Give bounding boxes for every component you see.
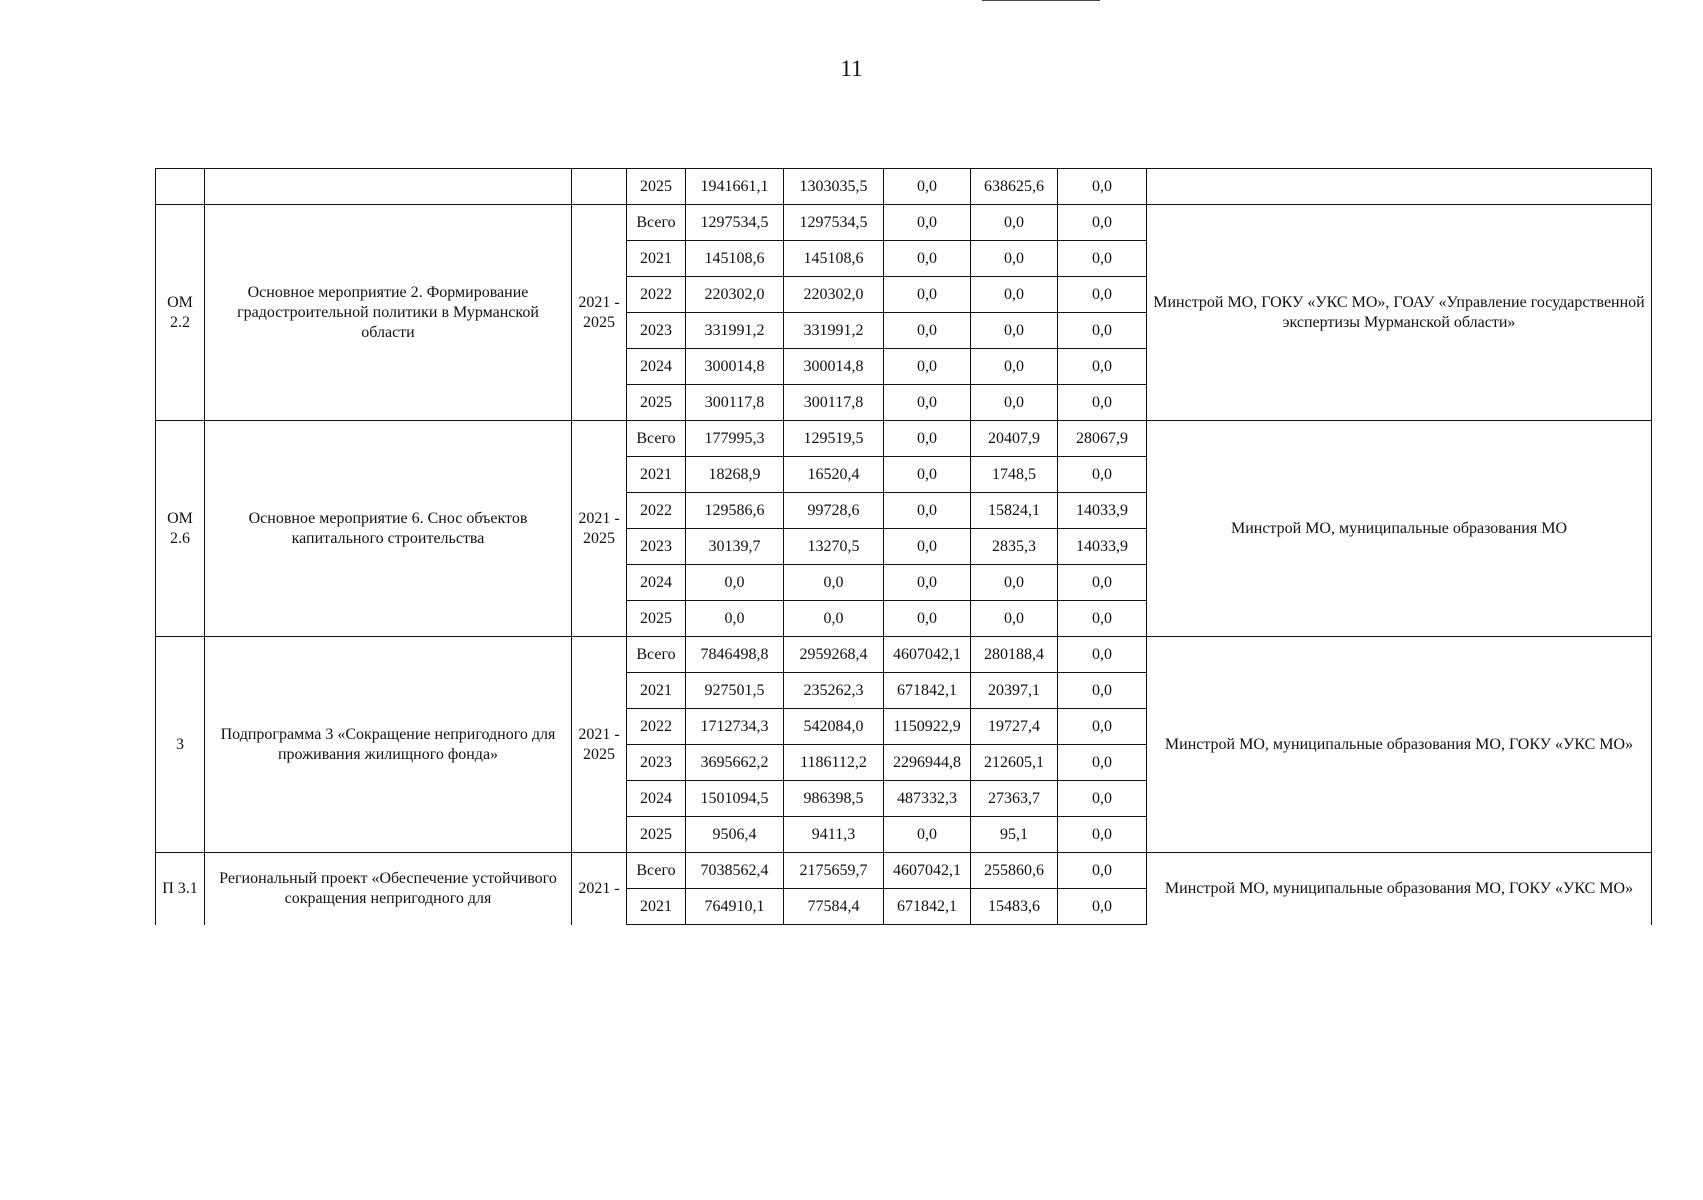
name-cell: Основное мероприятие 6. Снос объектов капитального строительства (205, 421, 572, 637)
period-cell: 2021 - (572, 853, 627, 925)
other-sources-cell: 0,0 (1058, 241, 1147, 277)
total-cell: 927501,5 (686, 673, 784, 709)
local-budget-cell: 0,0 (971, 565, 1058, 601)
local-budget-cell: 15824,1 (971, 493, 1058, 529)
code-cell: 3 (156, 637, 205, 853)
other-sources-cell: 0,0 (1058, 313, 1147, 349)
total-cell: 300117,8 (686, 385, 784, 421)
regional-budget-cell: 331991,2 (784, 313, 884, 349)
federal-budget-cell: 2296944,8 (884, 745, 971, 781)
federal-budget-cell: 0,0 (884, 457, 971, 493)
period-cell: 2021 - 2025 (572, 205, 627, 421)
federal-budget-cell: 0,0 (884, 601, 971, 637)
local-budget-cell: 0,0 (971, 385, 1058, 421)
regional-budget-cell: 16520,4 (784, 457, 884, 493)
other-sources-cell: 14033,9 (1058, 493, 1147, 529)
year-cell: 2023 (627, 529, 686, 565)
year-cell: Всего (627, 421, 686, 457)
total-cell: 30139,7 (686, 529, 784, 565)
federal-budget-cell: 0,0 (884, 169, 971, 205)
total-cell: 177995,3 (686, 421, 784, 457)
federal-budget-cell: 0,0 (884, 529, 971, 565)
year-cell: 2024 (627, 565, 686, 601)
federal-budget-cell: 671842,1 (884, 889, 971, 925)
total-cell: 7038562,4 (686, 853, 784, 889)
executor-cell: Минстрой МО, муниципальные образования МО (1147, 421, 1652, 637)
regional-budget-cell: 77584,4 (784, 889, 884, 925)
other-sources-cell: 0,0 (1058, 277, 1147, 313)
local-budget-cell: 0,0 (971, 313, 1058, 349)
local-budget-cell: 255860,6 (971, 853, 1058, 889)
federal-budget-cell: 0,0 (884, 565, 971, 601)
name-cell (205, 169, 572, 205)
financing-table (155, 168, 1652, 925)
year-cell: 2021 (627, 457, 686, 493)
table-row (156, 637, 1652, 673)
top-edge-mark (982, 0, 1100, 1)
other-sources-cell: 0,0 (1058, 601, 1147, 637)
table-row (156, 421, 1652, 457)
other-sources-cell: 0,0 (1058, 709, 1147, 745)
federal-budget-cell: 671842,1 (884, 673, 971, 709)
regional-budget-cell: 1303035,5 (784, 169, 884, 205)
table-row (156, 853, 1652, 889)
page-number: 11 (840, 56, 863, 81)
local-budget-cell: 0,0 (971, 241, 1058, 277)
regional-budget-cell: 129519,5 (784, 421, 884, 457)
total-cell: 18268,9 (686, 457, 784, 493)
regional-budget-cell: 220302,0 (784, 277, 884, 313)
code-cell: П 3.1 (156, 853, 205, 925)
local-budget-cell: 15483,6 (971, 889, 1058, 925)
federal-budget-cell: 1150922,9 (884, 709, 971, 745)
code-cell: ОМ 2.6 (156, 421, 205, 637)
local-budget-cell: 1748,5 (971, 457, 1058, 493)
other-sources-cell: 0,0 (1058, 349, 1147, 385)
executor-cell (1147, 169, 1652, 205)
year-cell: Всего (627, 637, 686, 673)
regional-budget-cell: 145108,6 (784, 241, 884, 277)
period-cell (572, 169, 627, 205)
year-cell: Всего (627, 205, 686, 241)
executor-cell: Минстрой МО, муниципальные образования МО, ГОКУ «УКС МО» (1147, 637, 1652, 853)
year-cell: 2025 (627, 601, 686, 637)
local-budget-cell: 95,1 (971, 817, 1058, 853)
total-cell: 1297534,5 (686, 205, 784, 241)
year-cell: 2022 (627, 277, 686, 313)
total-cell: 1712734,3 (686, 709, 784, 745)
year-cell: 2021 (627, 673, 686, 709)
total-cell: 3695662,2 (686, 745, 784, 781)
other-sources-cell: 0,0 (1058, 889, 1147, 925)
regional-budget-cell: 13270,5 (784, 529, 884, 565)
other-sources-cell: 0,0 (1058, 205, 1147, 241)
regional-budget-cell: 542084,0 (784, 709, 884, 745)
total-cell: 331991,2 (686, 313, 784, 349)
other-sources-cell: 0,0 (1058, 565, 1147, 601)
executor-cell: Минстрой МО, ГОКУ «УКС МО», ГОАУ «Управление государственной экспертизы Мурманской области» (1147, 205, 1652, 421)
regional-budget-cell: 300014,8 (784, 349, 884, 385)
year-cell: 2024 (627, 781, 686, 817)
name-cell: Основное мероприятие 2. Формирование градостроительной политики в Мурманской области (205, 205, 572, 421)
federal-budget-cell: 0,0 (884, 421, 971, 457)
code-cell (156, 169, 205, 205)
total-cell: 0,0 (686, 565, 784, 601)
local-budget-cell: 19727,4 (971, 709, 1058, 745)
federal-budget-cell: 0,0 (884, 349, 971, 385)
federal-budget-cell: 0,0 (884, 817, 971, 853)
total-cell: 145108,6 (686, 241, 784, 277)
year-cell: 2025 (627, 817, 686, 853)
other-sources-cell: 0,0 (1058, 637, 1147, 673)
local-budget-cell: 2835,3 (971, 529, 1058, 565)
federal-budget-cell: 0,0 (884, 205, 971, 241)
local-budget-cell: 0,0 (971, 277, 1058, 313)
other-sources-cell: 28067,9 (1058, 421, 1147, 457)
other-sources-cell: 0,0 (1058, 781, 1147, 817)
year-cell: Всего (627, 853, 686, 889)
local-budget-cell: 212605,1 (971, 745, 1058, 781)
regional-budget-cell: 1186112,2 (784, 745, 884, 781)
regional-budget-cell: 99728,6 (784, 493, 884, 529)
local-budget-cell: 0,0 (971, 349, 1058, 385)
other-sources-cell: 0,0 (1058, 853, 1147, 889)
local-budget-cell: 20397,1 (971, 673, 1058, 709)
total-cell: 1941661,1 (686, 169, 784, 205)
total-cell: 1501094,5 (686, 781, 784, 817)
regional-budget-cell: 2175659,7 (784, 853, 884, 889)
federal-budget-cell: 0,0 (884, 241, 971, 277)
total-cell: 7846498,8 (686, 637, 784, 673)
year-cell: 2021 (627, 241, 686, 277)
table-row (156, 169, 1652, 205)
executor-cell: Минстрой МО, муниципальные образования МО, ГОКУ «УКС МО» (1147, 853, 1652, 925)
table-body (156, 169, 1652, 925)
regional-budget-cell: 9411,3 (784, 817, 884, 853)
federal-budget-cell: 487332,3 (884, 781, 971, 817)
total-cell: 0,0 (686, 601, 784, 637)
year-cell: 2023 (627, 745, 686, 781)
local-budget-cell: 638625,6 (971, 169, 1058, 205)
year-cell: 2025 (627, 385, 686, 421)
regional-budget-cell: 235262,3 (784, 673, 884, 709)
total-cell: 9506,4 (686, 817, 784, 853)
period-cell: 2021 - 2025 (572, 421, 627, 637)
name-cell: Подпрограмма 3 «Сокращение непригодного для проживания жилищного фонда» (205, 637, 572, 853)
federal-budget-cell: 0,0 (884, 385, 971, 421)
total-cell: 129586,6 (686, 493, 784, 529)
local-budget-cell: 0,0 (971, 205, 1058, 241)
table-row (156, 205, 1652, 241)
other-sources-cell: 0,0 (1058, 457, 1147, 493)
name-cell: Региональный проект «Обеспечение устойчивого сокращения непригодного для (205, 853, 572, 925)
other-sources-cell: 0,0 (1058, 673, 1147, 709)
federal-budget-cell: 0,0 (884, 493, 971, 529)
total-cell: 220302,0 (686, 277, 784, 313)
code-cell: ОМ 2.2 (156, 205, 205, 421)
federal-budget-cell: 0,0 (884, 277, 971, 313)
regional-budget-cell: 0,0 (784, 601, 884, 637)
other-sources-cell: 0,0 (1058, 745, 1147, 781)
regional-budget-cell: 300117,8 (784, 385, 884, 421)
year-cell: 2022 (627, 493, 686, 529)
year-cell: 2021 (627, 889, 686, 925)
other-sources-cell: 0,0 (1058, 169, 1147, 205)
total-cell: 764910,1 (686, 889, 784, 925)
other-sources-cell: 0,0 (1058, 817, 1147, 853)
local-budget-cell: 280188,4 (971, 637, 1058, 673)
year-cell: 2022 (627, 709, 686, 745)
year-cell: 2025 (627, 169, 686, 205)
federal-budget-cell: 0,0 (884, 313, 971, 349)
other-sources-cell: 14033,9 (1058, 529, 1147, 565)
federal-budget-cell: 4607042,1 (884, 853, 971, 889)
local-budget-cell: 0,0 (971, 601, 1058, 637)
local-budget-cell: 27363,7 (971, 781, 1058, 817)
local-budget-cell: 20407,9 (971, 421, 1058, 457)
regional-budget-cell: 0,0 (784, 565, 884, 601)
total-cell: 300014,8 (686, 349, 784, 385)
year-cell: 2024 (627, 349, 686, 385)
period-cell: 2021 - 2025 (572, 637, 627, 853)
regional-budget-cell: 986398,5 (784, 781, 884, 817)
other-sources-cell: 0,0 (1058, 385, 1147, 421)
regional-budget-cell: 2959268,4 (784, 637, 884, 673)
year-cell: 2023 (627, 313, 686, 349)
federal-budget-cell: 4607042,1 (884, 637, 971, 673)
regional-budget-cell: 1297534,5 (784, 205, 884, 241)
